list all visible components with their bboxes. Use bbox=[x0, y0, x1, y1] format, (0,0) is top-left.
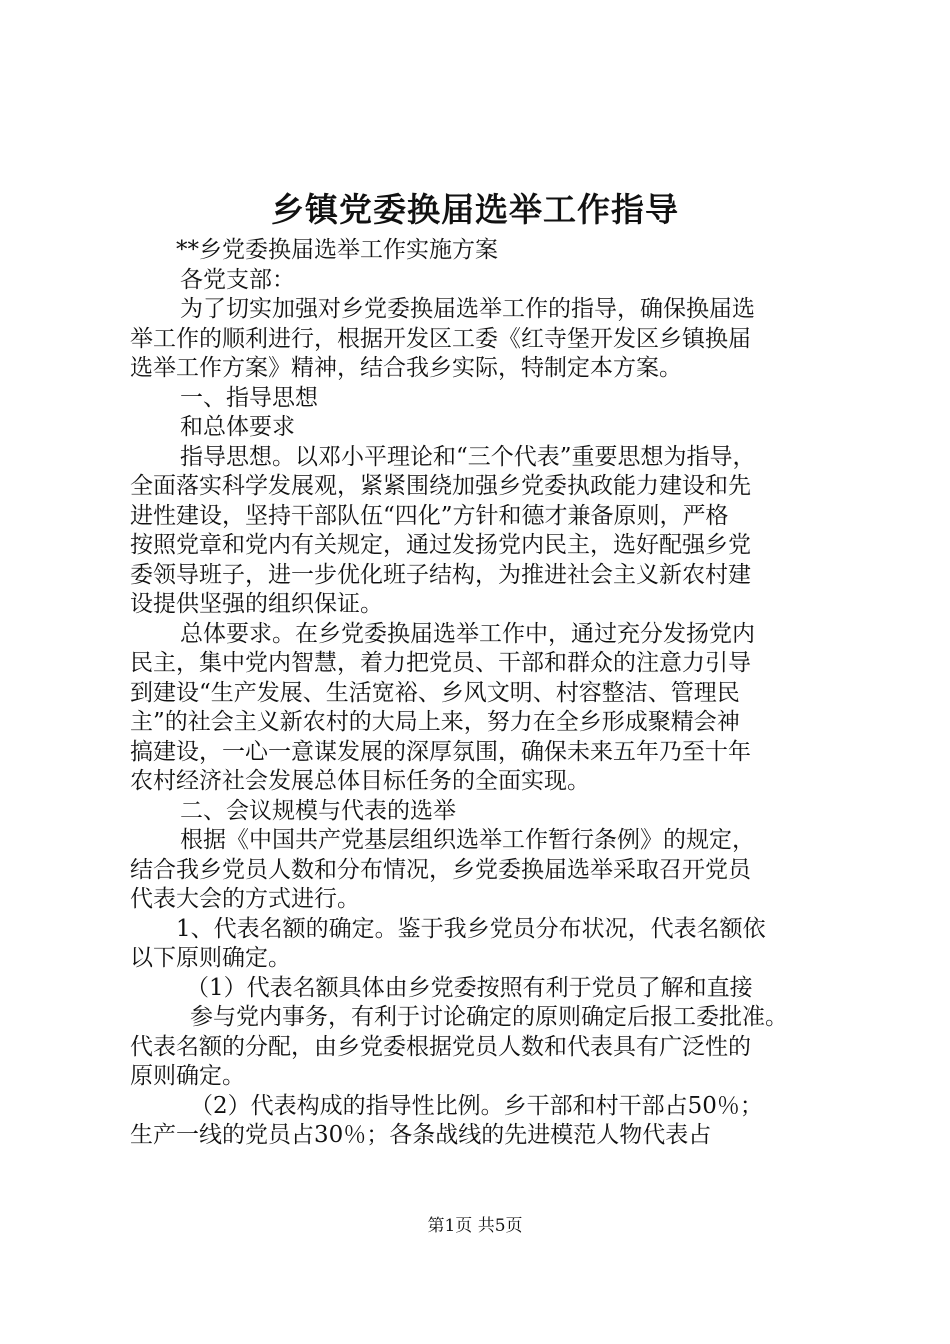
body-line: 主”的社会主义新农村的大局上来，努力在全乡形成聚精会神 bbox=[130, 709, 740, 735]
body-line: 原则确定。 bbox=[130, 1063, 245, 1089]
body-line: 二、会议规模与代表的选举 bbox=[180, 797, 456, 824]
document-body bbox=[130, 236, 835, 1151]
body-line: 选举工作方案》精神，结合我乡实际，特制定本方案。 bbox=[130, 355, 682, 381]
body-line: 农村经济社会发展总体目标任务的全面实现。 bbox=[130, 768, 590, 794]
body-line: 总体要求。在乡党委换届选举工作中，通过充分发扬党内 bbox=[180, 620, 755, 647]
body-line: 以下原则确定。 bbox=[130, 945, 291, 971]
body-line: 结合我乡党员人数和分布情况，乡党委换届选举采取召开党员 bbox=[130, 856, 751, 883]
body-line: 民主，集中党内智慧，着力把党员、干部和群众的注意力引导 bbox=[130, 650, 751, 676]
body-line: 到建设“生产发展、生活宽裕、乡风文明、村容整洁、管理民 bbox=[130, 679, 740, 706]
body-line: 1、代表名额的确定。鉴于我乡党员分布状况，代表名额依 bbox=[176, 915, 766, 942]
body-line: 搞建设，一心一意谋发展的深厚氛围，确保未来五年乃至十年 bbox=[130, 738, 751, 765]
body-line: 举工作的顺利进行，根据开发区工委《红寺堡开发区乡镇换届 bbox=[130, 325, 751, 352]
body-line: 生产一线的党员占30％；各条战线的先进模范人物代表占 bbox=[130, 1122, 712, 1148]
body-line: 参与党内事务，有利于讨论确定的原则确定后报工委批准。 bbox=[190, 1004, 788, 1030]
body-line: 按照党章和党内有关规定，通过发扬党内民主，选好配强乡党 bbox=[130, 532, 751, 558]
body-line: 设提供坚强的组织保证。 bbox=[130, 591, 383, 617]
body-line: 全面落实科学发展观，紧紧围绕加强乡党委执政能力建设和先 bbox=[130, 473, 751, 499]
page-footer: 第1页 共5页 bbox=[427, 1216, 523, 1236]
body-line: 委领导班子，进一步优化班子结构，为推进社会主义新农村建 bbox=[130, 561, 751, 588]
body-line: 各党支部： bbox=[180, 266, 295, 293]
body-line: 根据《中国共产党基层组织选举工作暂行条例》的规定， bbox=[180, 827, 755, 853]
body-line: 和总体要求 bbox=[180, 414, 295, 440]
body-line: 为了切实加强对乡党委换届选举工作的指导，确保换届选 bbox=[180, 296, 755, 322]
body-line: 指导思想。以邓小平理论和“三个代表”重要思想为指导， bbox=[180, 443, 756, 470]
body-line: 一、指导思想 bbox=[180, 384, 318, 411]
body-line: 代表大会的方式进行。 bbox=[130, 886, 360, 912]
body-line: 代表名额的分配，由乡党委根据党员人数和代表具有广泛性的 bbox=[130, 1033, 751, 1060]
document-title: 乡镇党委换届选举工作指导 bbox=[271, 190, 679, 229]
body-line: **乡党委换届选举工作实施方案 bbox=[176, 237, 498, 263]
body-line: （1）代表名额具体由乡党委按照有利于党员了解和直接 bbox=[186, 974, 753, 1001]
body-line: 进性建设，坚持干部队伍“四化”方针和德才兼备原则，严格 bbox=[130, 502, 729, 529]
body-line: （2）代表构成的指导性比例。乡干部和村干部占50％； bbox=[190, 1092, 763, 1119]
